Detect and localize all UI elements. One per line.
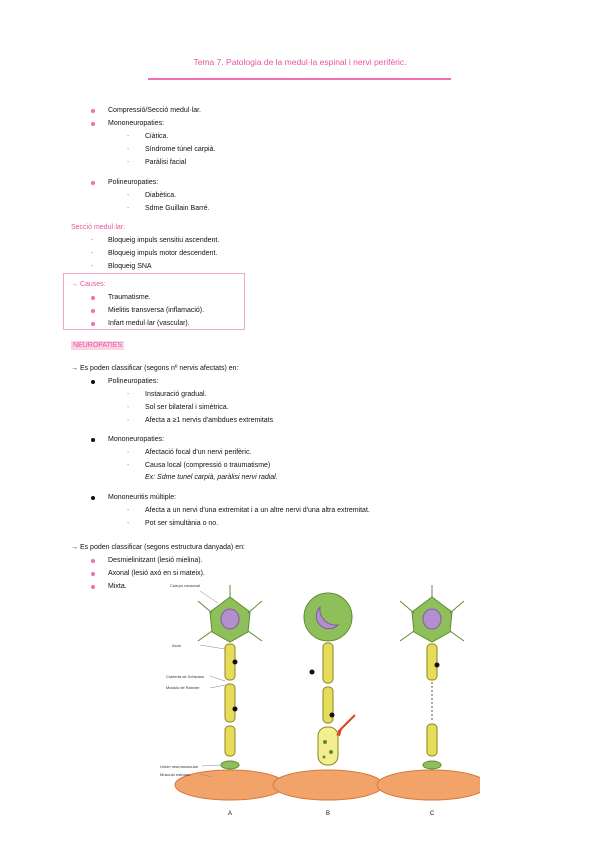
dash-marker: - xyxy=(127,404,130,411)
list-item: Polineuropaties: xyxy=(108,179,159,186)
sub-item: Ciàtica. xyxy=(145,133,169,140)
list-item: Mononeuropaties: xyxy=(108,436,165,443)
sub-item: Causa local (compressió o traumatisme) xyxy=(145,462,271,469)
classification-line: → Es poden classificar (segons estructura danyada) en: xyxy=(71,544,245,551)
sub-item: Instauració gradual. xyxy=(145,391,207,398)
sub-item: Pot ser simultània o no. xyxy=(145,520,219,527)
black-bullet xyxy=(91,380,95,384)
panel-label-a: A xyxy=(227,811,233,817)
list-item: Infart medul·lar (vascular). xyxy=(108,320,190,327)
list-item: Bloqueig impuls sensitiu ascendent. xyxy=(108,237,220,244)
list-item: Desmielinitzant (lesió mielina). xyxy=(108,557,203,564)
title-underline xyxy=(148,78,451,80)
label-union: Unión neuromuscular xyxy=(160,764,199,769)
muscle-b xyxy=(273,770,383,800)
dash-marker: - xyxy=(127,449,130,456)
list-item: Compressió/Secció medul·lar. xyxy=(108,107,201,114)
dash-marker: - xyxy=(127,146,130,153)
pink-bullet xyxy=(91,309,95,313)
section-heading-seccio: Secció medul·lar: xyxy=(71,224,126,231)
black-bullet xyxy=(91,496,95,500)
page-title: Tema 7. Patologia de la medul·la espinal i nervi perifèric. xyxy=(193,57,407,67)
neuron-a xyxy=(198,585,262,769)
pink-bullet xyxy=(91,296,95,300)
panel-label-b: B xyxy=(325,811,331,817)
pink-bullet xyxy=(91,572,95,576)
sub-item: Afecta a un nervi d'una extremitat i a un altre nervi d'una altra extremitat. xyxy=(145,507,370,514)
dash-marker: - xyxy=(127,133,130,140)
list-item: Traumatisme. xyxy=(108,294,151,301)
dash-marker: - xyxy=(127,159,130,166)
list-item: Bloqueig impuls motor descendent. xyxy=(108,250,218,257)
causes-heading: → Causes: xyxy=(71,281,106,288)
pink-bullet xyxy=(91,122,95,126)
list-item: Mononeuritis múltiple: xyxy=(108,494,177,501)
dash-marker: - xyxy=(127,205,130,212)
sub-item: Paràlisi facial xyxy=(145,159,187,166)
pink-bullet xyxy=(91,322,95,326)
list-item: Mielitis transversa (inflamació). xyxy=(108,307,205,314)
sub-item: Sdme Guillain Barré. xyxy=(145,205,210,212)
sub-item: Diabètica. xyxy=(145,192,177,199)
muscle-c xyxy=(377,770,480,800)
dash-marker: - xyxy=(91,263,94,270)
dash-marker: - xyxy=(127,417,130,424)
pink-bullet xyxy=(91,109,95,113)
neuron-c xyxy=(400,585,464,769)
dash-marker: - xyxy=(127,520,130,527)
dash-marker: - xyxy=(127,192,130,199)
label-musculo: Músculo estriado xyxy=(160,772,191,777)
classification-line: → Es poden classificar (segons nº nervis afectats) en: xyxy=(71,365,239,372)
sub-item: Síndrome túnel carpià. xyxy=(145,146,216,153)
sub-item: Afecta a ≥1 nervis d'ambdues extremitats xyxy=(145,417,274,424)
list-item: Mixta. xyxy=(108,583,127,590)
pink-bullet xyxy=(91,585,95,589)
dash-marker: - xyxy=(127,507,130,514)
label-cuerpo: Cuerpo neuronal xyxy=(170,583,200,588)
sub-item: Sol ser bilateral i simètrica. xyxy=(145,404,229,411)
dash-marker: - xyxy=(91,237,94,244)
list-item: Bloqueig SNA xyxy=(108,263,152,270)
label-ranvier: Módulo de Ranvier xyxy=(166,685,200,690)
dash-marker: - xyxy=(127,462,130,469)
dash-marker: - xyxy=(91,250,94,257)
muscle-a xyxy=(175,770,285,800)
list-item: Axonal (lesió axó en si mateix). xyxy=(108,570,205,577)
dash-marker: - xyxy=(127,391,130,398)
neuron-b xyxy=(304,593,355,765)
black-bullet xyxy=(91,438,95,442)
example-note: Ex: Sdme tunel carpià, paràlisi nervi radial. xyxy=(145,474,278,481)
label-schwann: Cubierta de Schwann xyxy=(166,674,205,679)
section-heading-neuropaties: NEUROPATIES xyxy=(73,342,123,349)
neuron-figure xyxy=(160,577,480,822)
panel-label-c: C xyxy=(429,811,435,817)
pink-bullet xyxy=(91,181,95,185)
list-item: Mononeuropaties: xyxy=(108,120,165,127)
list-item: Polineuropaties: xyxy=(108,378,159,385)
sub-item: Afectació focal d'un nervi perifèric. xyxy=(145,449,252,456)
label-axon: Axón xyxy=(172,643,182,648)
pink-bullet xyxy=(91,559,95,563)
